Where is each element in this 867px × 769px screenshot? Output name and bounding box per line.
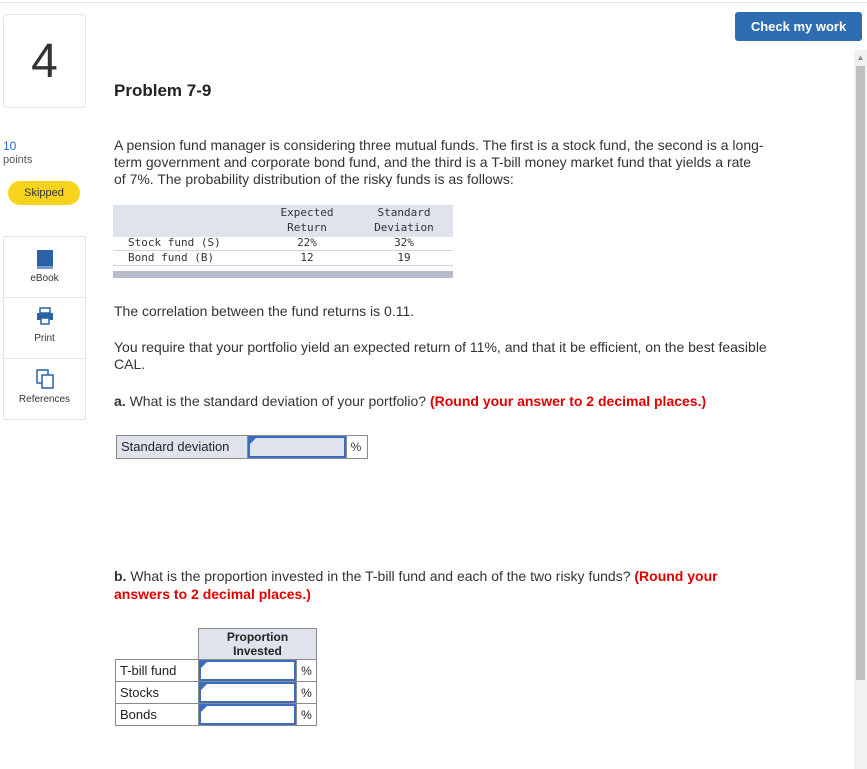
part-a-text: What is the standard deviation of your portfolio?: [125, 393, 430, 409]
expected-header-line2: Return: [287, 221, 327, 234]
part-b-text: What is the proportion invested in the T-bill fund and each of the two risky funds?: [126, 568, 635, 584]
bonds-label: Bonds: [116, 704, 199, 726]
tbill-unit: %: [297, 660, 317, 682]
stocks-label: Stocks: [116, 682, 199, 704]
ebook-button[interactable]: [4, 237, 85, 297]
part-a-round-note: (Round your answer to 2 decimal places.): [429, 393, 707, 409]
stocks-input[interactable]: [199, 682, 297, 704]
bonds-unit: %: [297, 704, 317, 726]
proportion-header-spacer: [116, 629, 199, 660]
intro-line-2: term government and corporate bond fund, and the third is a T-bill money market fund that yields a rate: [114, 154, 752, 170]
expected-header-line1: Expected: [280, 206, 334, 219]
fund-sd-stock: 32%: [394, 236, 414, 249]
fund-name-bond: Bond fund (B): [128, 251, 215, 264]
standard-deviation-answer-row: [116, 435, 368, 459]
tbill-input-box[interactable]: [199, 660, 296, 681]
part-b-round-note-1: (Round your: [634, 568, 718, 584]
part-a-prefix: a.: [114, 393, 126, 409]
standard-deviation-input[interactable]: [248, 436, 346, 458]
references-button[interactable]: [4, 359, 85, 419]
print-label: Print: [34, 333, 55, 344]
part-a-question: [114, 392, 706, 410]
scrollbar-thumb[interactable]: [856, 66, 865, 680]
fund-sd-bond: 19: [397, 251, 411, 264]
fund-expected-stock: 22%: [297, 236, 317, 249]
copy-icon: [36, 369, 54, 389]
standard-deviation-unit: %: [346, 436, 365, 458]
proportion-header-line2: Invested: [233, 644, 282, 658]
table-row-divider: [113, 265, 453, 266]
intro-line-3: of 7%. The probability distribution of the risky funds is as follows:: [114, 171, 514, 187]
input-marker-icon: [201, 662, 207, 668]
tools-panel: [3, 236, 86, 420]
sd-header-line1: Standard: [377, 206, 431, 219]
fund-name-stock: Stock fund (S): [128, 236, 221, 249]
funds-table-footer: [113, 271, 453, 278]
table-row: [116, 704, 317, 726]
points-label: points: [3, 154, 33, 166]
correlation-text: The correlation between the fund returns is 0.11.: [114, 303, 415, 319]
question-number: 4: [3, 14, 86, 108]
input-marker-icon: [250, 438, 256, 444]
tbill-input[interactable]: [199, 660, 297, 682]
part-b-prefix: b.: [114, 568, 127, 584]
problem-title: Problem 7-9: [114, 81, 212, 100]
tbill-label: T-bill fund: [116, 660, 199, 682]
fund-expected-bond: 12: [300, 251, 314, 264]
points-value: 10: [3, 139, 17, 153]
top-divider: [0, 2, 867, 3]
book-icon: [36, 249, 54, 271]
input-marker-icon: [201, 706, 207, 712]
requirement-line-1: You require that your portfolio yield an expected return of 11%, and that it be efficient, on the best feasible: [114, 339, 767, 355]
ebook-label: eBook: [30, 273, 59, 284]
bonds-input-box[interactable]: [199, 704, 296, 725]
printer-icon: [36, 307, 54, 325]
proportion-header: [199, 629, 317, 660]
table-row: [116, 682, 317, 704]
table-row: [116, 660, 317, 682]
stocks-input-box[interactable]: [199, 682, 296, 703]
vertical-scrollbar[interactable]: [854, 50, 867, 769]
print-button[interactable]: [4, 298, 85, 358]
standard-deviation-label: Standard deviation: [117, 436, 248, 458]
requirement-line-2: CAL.: [114, 356, 146, 372]
references-label: References: [18, 394, 71, 405]
intro-line-1: A pension fund manager is considering three mutual funds. The first is a stock fund, the second is a long-: [114, 137, 764, 153]
part-b-question-line-1: [114, 567, 718, 585]
proportion-answer-table: [115, 628, 317, 726]
scroll-up-arrow-icon[interactable]: ▲: [856, 53, 865, 62]
sd-header-line2: Deviation: [374, 221, 434, 234]
check-my-work-button[interactable]: Check my work: [735, 12, 862, 41]
bonds-input[interactable]: [199, 704, 297, 726]
status-badge: Skipped: [8, 181, 80, 205]
proportion-header-line1: Proportion: [226, 630, 289, 644]
stocks-unit: %: [297, 682, 317, 704]
input-marker-icon: [201, 684, 207, 690]
part-b-round-note-2: answers to 2 decimal places.): [114, 586, 311, 602]
